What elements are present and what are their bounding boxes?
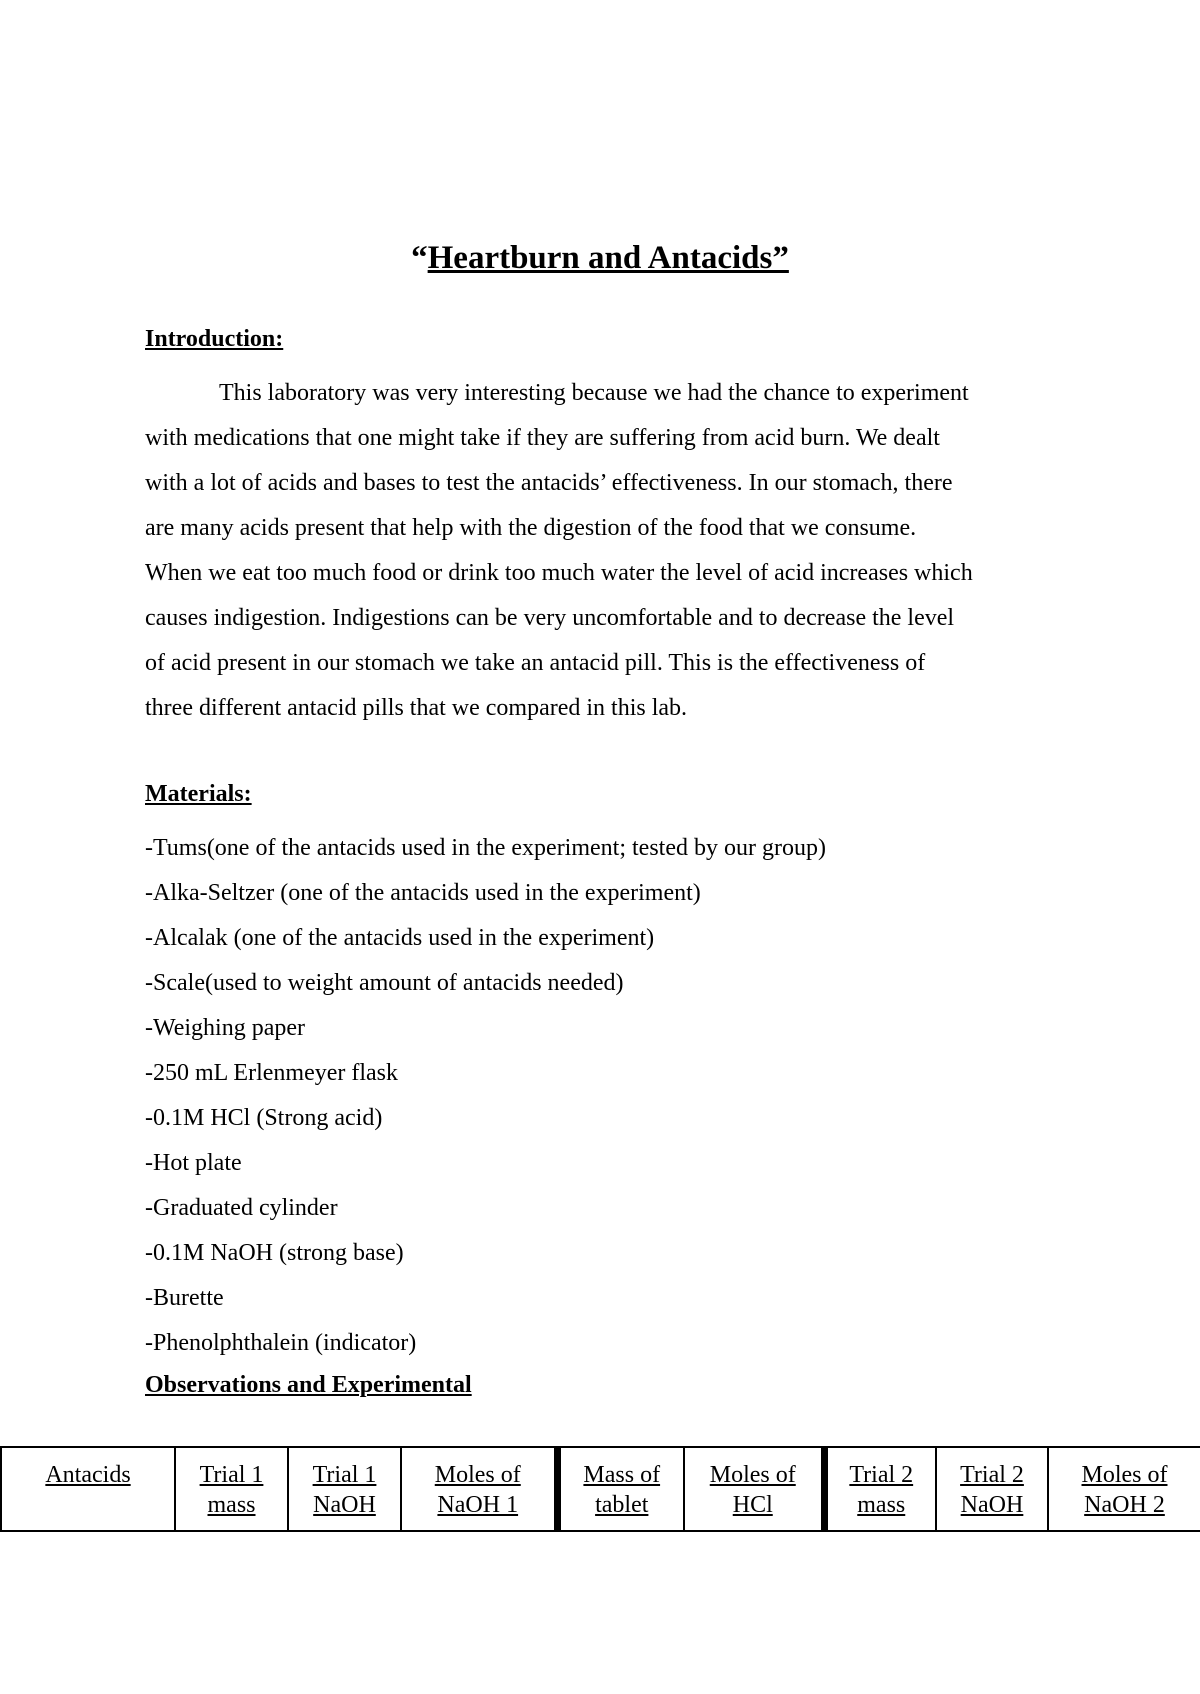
material-item: -Burette [145,1285,224,1311]
header-antacids: Antacids [1,1447,175,1531]
intro-line: of acid present in our stomach we take an antacid pill. This is the effectiveness of [145,650,926,676]
material-item: -Alcalak (one of the antacids used in the experiment) [145,925,655,951]
observations-heading: Observations and Experimental [145,1372,472,1398]
header-trial1-mass: Trial 1 mass [175,1447,288,1531]
header-moles-hcl: Moles of HCl [684,1447,824,1531]
material-item: -Scale(used to weight amount of antacids needed) [145,970,624,996]
intro-line: When we eat too much food or drink too much water the level of acid increases which [145,560,973,586]
header-moles-naoh2: Moles of NaOH 2 [1048,1447,1200,1531]
material-item: -Weighing paper [145,1015,306,1041]
introduction-paragraph [145,371,1070,731]
intro-line: with a lot of acids and bases to test the antacids’ effectiveness. In our stomach, there [145,470,953,496]
title-open-quote: “ [411,240,428,276]
intro-line: three different antacid pills that we compared in this lab. [145,695,688,721]
materials-heading: Materials: [145,781,252,807]
header-trial2-mass: Trial 2 mass [824,1447,936,1531]
material-item: -Hot plate [145,1150,242,1176]
intro-line: causes indigestion. Indigestions can be very uncomfortable and to decrease the level [145,605,955,631]
intro-line: with medications that one might take if they are suffering from acid burn. We dealt [145,425,940,451]
material-item: -Phenolphthalein (indicator) [145,1330,417,1356]
header-trial1-naoh: Trial 1 NaOH [288,1447,401,1531]
document-title [0,240,1200,277]
intro-line: This laboratory was very interesting because we had the chance to experiment [219,380,969,406]
material-item: -Alka-Seltzer (one of the antacids used in the experiment) [145,880,701,906]
introduction-heading: Introduction: [145,326,284,352]
material-item: -Tums(one of the antacids used in the experiment; tested by our group) [145,835,826,861]
material-item: -250 mL Erlenmeyer flask [145,1060,399,1086]
header-moles-naoh1: Moles of NaOH 1 [401,1447,557,1531]
material-item: -Graduated cylinder [145,1195,338,1221]
results-table [0,1446,1200,1532]
header-trial2-naoh: Trial 2 NaOH [936,1447,1048,1531]
header-mass-tablet: Mass of tablet [557,1447,684,1531]
material-item: -0.1M HCl (Strong acid) [145,1105,383,1131]
title-text: Heartburn and Antacids” [427,240,789,276]
intro-line: are many acids present that help with the digestion of the food that we consume. [145,515,917,541]
material-item: -0.1M NaOH (strong base) [145,1240,404,1266]
materials-list [145,826,826,1366]
table-header-row [1,1447,1200,1531]
